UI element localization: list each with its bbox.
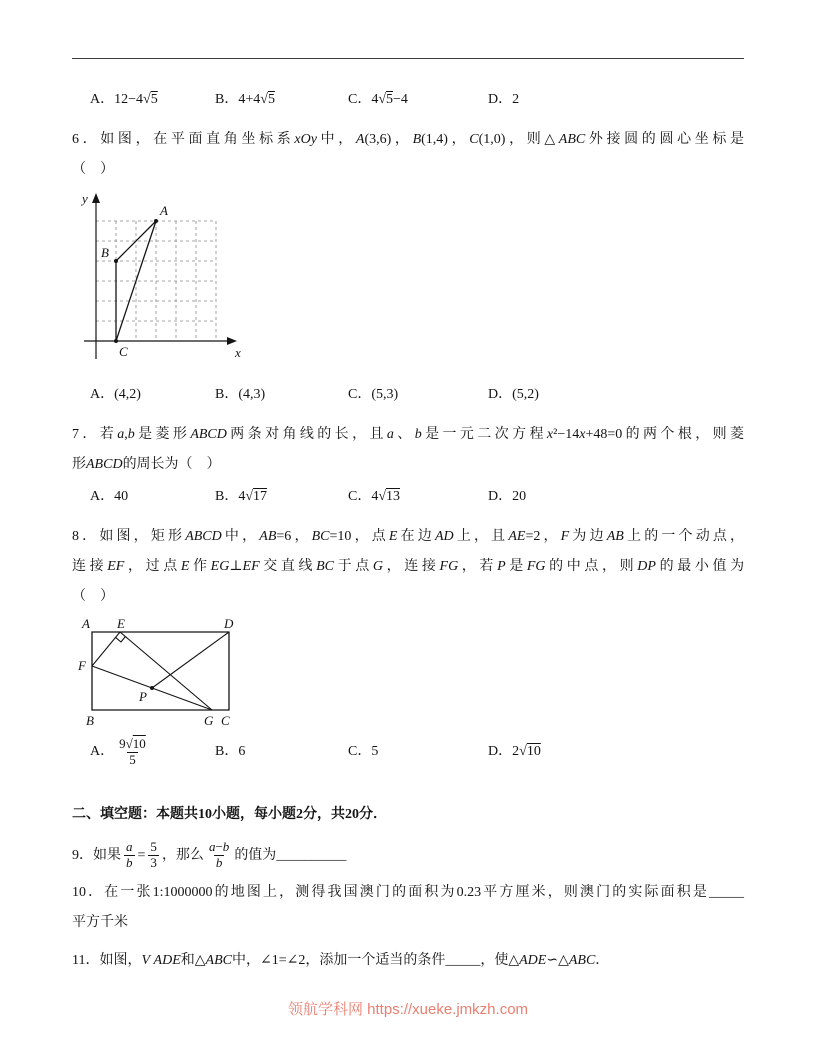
q7-option-b-value: 4√17: [238, 489, 268, 504]
q8-option-b-label: B．: [215, 744, 239, 760]
q6-option-a: [90, 380, 215, 410]
footer-site-and-url: 领航学科网 https://xueke.jmkzh.com: [287, 1001, 529, 1018]
fraction-denominator: b: [126, 855, 133, 871]
rectangle-figure: [74, 616, 246, 730]
q9-fraction-1: [124, 840, 135, 871]
q7-option-d-label: D．: [488, 489, 513, 504]
question-8-options: [72, 737, 744, 768]
q8-option-b-value: 6: [238, 744, 246, 760]
q6-option-c-value: (5,3): [371, 387, 399, 402]
q5-option-d-value: 2: [512, 92, 520, 107]
question-7-stem-line-2: 形ABCD的周长为（ ）: [72, 457, 221, 472]
q6-option-a-value: (4,2): [114, 387, 141, 402]
q8-option-a-fraction: [117, 737, 148, 768]
q7-option-b-label: B．: [215, 489, 239, 504]
q8-option-a: [90, 737, 215, 768]
q8-option-d-label: D．: [488, 744, 513, 760]
q7-option-d-value: 20: [512, 489, 527, 504]
q9-text-mid: ，那么: [161, 847, 204, 863]
q6-option-b-label: B．: [215, 387, 239, 402]
fraction-numerator: 5: [150, 839, 157, 855]
q7-option-a-label: A．: [90, 489, 115, 504]
q9-fraction-3: [207, 840, 231, 871]
q5-option-c-value: 4√5−4: [371, 92, 408, 107]
question-6-stem-line-1: 6．如图，在平面直角坐标系xOy中，A(3,6)，B(1,4)，C(1,0)，则△ABC外接圆的圆心坐标是: [72, 132, 745, 147]
fraction-numerator: a: [126, 839, 133, 855]
x-axis-label: x: [235, 345, 241, 360]
q8-option-c-label: C．: [348, 744, 372, 760]
point-label-g: G: [204, 713, 214, 728]
point-label-a: A: [160, 203, 168, 218]
q7-option-b: [215, 482, 348, 512]
corner-label-b: B: [86, 713, 94, 728]
q9-answer-blank: __________: [276, 847, 347, 863]
question-8-stem-line-3: （ ）: [72, 589, 114, 604]
question-6: [72, 125, 744, 410]
q7-option-c: [348, 482, 488, 512]
question-8-stem-line-2: 连接EF，过点E作EG⊥EF交直线BC于点G，连接FG，若P是FG的中点，则DP的最小值为: [72, 559, 745, 574]
q8-option-c: [348, 737, 488, 767]
question-8: [72, 522, 744, 768]
point-label-p: P: [139, 689, 147, 704]
question-10-line-2: 平方千米: [72, 914, 128, 930]
q5-option-c: [348, 85, 488, 115]
corner-label-d: D: [224, 616, 234, 631]
q6-option-b-value: (4,3): [238, 387, 266, 402]
q5-option-b-value: 4+4√5: [238, 92, 275, 107]
question-7-options: [72, 482, 744, 512]
question-6-figure: [74, 189, 744, 378]
q7-option-c-value: 4√13: [371, 489, 401, 504]
y-axis-label: y: [82, 191, 88, 206]
fraction-denominator: 5: [129, 751, 136, 767]
point-label-f: F: [78, 658, 86, 673]
q8-option-c-value: 5: [371, 744, 379, 760]
q5-option-c-label: C．: [348, 92, 372, 107]
q9-text-pre: 9．如果: [72, 847, 121, 863]
fraction-denominator: b: [215, 855, 223, 871]
question-5-options: [72, 85, 744, 115]
construction-lines: [92, 632, 229, 710]
coordinate-grid-figure: [74, 189, 254, 373]
question-6-options: [72, 380, 744, 410]
q8-option-a-label: A．: [90, 744, 115, 760]
question-11: 11．如图，V ADE和△ABC中，∠1=∠2，添加一个适当的条件_____，使△ADE∽△ABC．: [72, 952, 610, 968]
q6-option-c: [348, 380, 488, 410]
point-label-e: E: [117, 616, 125, 631]
question-8-figure: [74, 616, 744, 735]
q6-option-c-label: C．: [348, 387, 372, 402]
q6-option-b: [215, 380, 348, 410]
q6-option-d-value: (5,2): [512, 387, 539, 402]
q5-option-d: [488, 85, 744, 115]
point-label-c: C: [119, 344, 128, 359]
q5-option-b-label: B．: [215, 92, 239, 107]
question-7-stem-line-1: 7．若a,b是菱形ABCD两条对角线的长，且a、b是一元二次方程x²−14x+48=0的两个根，则菱: [72, 427, 745, 442]
corner-label-a: A: [82, 616, 90, 631]
q6-option-d: [488, 380, 744, 410]
fraction-denominator: 3: [150, 855, 157, 871]
question-6-stem-line-2: （ ）: [72, 162, 114, 177]
page-footer: [0, 998, 816, 1019]
question-9: [72, 838, 744, 874]
corner-label-c: C: [221, 713, 230, 728]
question-10-line-1: 10．在一张1:1000000的地图上，测得我国澳门的面积为0.23平方厘米，则澳门的实际面积是_____: [72, 884, 744, 900]
q5-option-a: [90, 85, 215, 115]
question-10: [72, 878, 744, 938]
q7-option-d: [488, 482, 744, 512]
q9-fraction-2: [148, 840, 159, 871]
q9-equals-sign: =: [137, 847, 146, 863]
rectangle-abcd: [92, 632, 229, 710]
q8-option-b: [215, 737, 348, 767]
point-p-dot: [150, 686, 154, 690]
q6-option-a-label: A．: [90, 387, 115, 402]
q8-option-d: [488, 737, 744, 767]
question-8-stem-line-1: 8．如图，矩形ABCD中，AB=6，BC=10，点E在边AD上，且AE=2，F为边AB上的一个动点，: [72, 529, 745, 544]
q7-option-a: [90, 482, 215, 512]
q9-text-post: 的值为: [234, 847, 277, 863]
fraction-numerator: 9√10: [119, 736, 146, 751]
question-7: [72, 420, 744, 512]
header-rule: [72, 0, 744, 59]
axes: [84, 199, 230, 359]
q8-option-d-value: 2√10: [512, 744, 541, 760]
section-2-title: 二、填空题：本题共10小题，每小题2分，共20分．: [72, 806, 387, 822]
q5-option-d-label: D．: [488, 92, 513, 107]
q5-option-a-label: A．: [90, 92, 115, 107]
grid-lines: [96, 221, 216, 341]
q5-option-b: [215, 85, 348, 115]
fraction-numerator: a−b: [208, 839, 230, 855]
q6-option-d-label: D．: [488, 387, 513, 402]
q5-option-a-value: 12−4√5: [114, 92, 158, 107]
point-label-b: B: [101, 245, 109, 260]
q7-option-a-value: 40: [114, 489, 129, 504]
q7-option-c-label: C．: [348, 489, 372, 504]
